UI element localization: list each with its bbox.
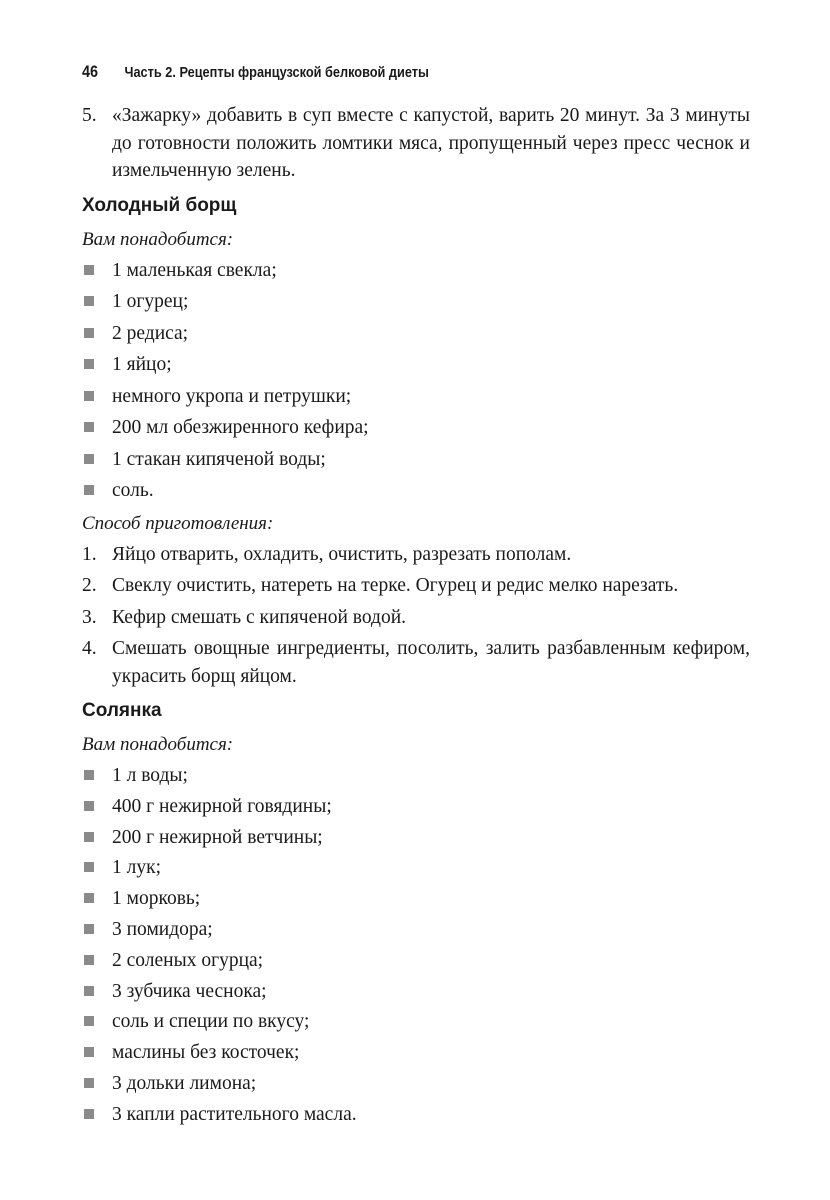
bullet-square-icon <box>84 832 94 842</box>
method-steps <box>82 541 750 691</box>
ingredient-text: 1 маленькая свекла; <box>112 259 277 281</box>
ingredients-list <box>82 762 750 1128</box>
ingredient-text: 1 огурец; <box>112 291 189 312</box>
ingredient-text: 400 г нежирной говядины; <box>112 795 332 817</box>
bullet-square-icon <box>84 485 94 495</box>
ingredient-item <box>82 351 750 378</box>
ingredient-text: 3 зубчика чеснока; <box>112 980 267 1002</box>
ingredient-item <box>82 477 750 504</box>
ingredient-text: 2 соленых огурца; <box>112 949 264 971</box>
ingredient-item <box>82 947 750 974</box>
step-number: 3. <box>82 606 97 628</box>
ingredient-text: 1 стакан кипяченой воды; <box>112 448 326 470</box>
ingredient-text: 1 л воды; <box>112 765 188 786</box>
step-item <box>82 604 750 632</box>
bullet-square-icon <box>84 265 94 275</box>
ingredient-item <box>82 978 750 1005</box>
ingredients-label: Вам понадобится: <box>82 734 234 755</box>
step-text: «Зажарку» добавить в суп вместе с капустой, варить 20 минут. За 3 минуты до готовности положить ломтики мяса, пропущенный через пресс чеснок и измельченную зелень. <box>112 105 750 181</box>
ingredient-item <box>82 793 750 820</box>
bullet-square-icon <box>84 986 94 996</box>
ingredient-text: 1 лук; <box>112 857 161 879</box>
recipe-title: Холодный борщ <box>82 194 237 216</box>
step-number: 5. <box>82 105 97 126</box>
ingredient-item <box>82 383 750 410</box>
ingredient-item <box>82 1039 750 1066</box>
step-item <box>82 102 750 185</box>
bullet-square-icon <box>84 862 94 872</box>
ingredient-item <box>82 1008 750 1035</box>
ingredients-label: Вам понадобится: <box>82 228 234 250</box>
step-item <box>82 541 750 569</box>
ingredient-item <box>82 916 750 943</box>
ingredient-text: 200 мл обезжиренного кефира; <box>112 417 369 438</box>
step-number: 1. <box>82 543 97 565</box>
running-title: Часть 2. Рецепты французской белковой диеты <box>124 64 429 81</box>
bullet-square-icon <box>84 1078 94 1088</box>
bullet-square-icon <box>84 359 94 369</box>
intro-steps <box>82 102 750 185</box>
ingredient-item <box>82 854 750 881</box>
bullet-square-icon <box>84 893 94 903</box>
ingredient-item <box>82 885 750 912</box>
ingredient-text: 1 яйцо; <box>112 354 172 375</box>
ingredient-item <box>82 824 750 851</box>
ingredient-item <box>82 1070 750 1097</box>
ingredient-item <box>82 1101 750 1128</box>
step-text: Свеклу очистить, натереть на терке. Огурец и редис мелко нарезать. <box>112 575 679 596</box>
bullet-square-icon <box>84 391 94 401</box>
bullet-square-icon <box>84 801 94 811</box>
step-text: Яйцо отварить, охладить, очистить, разрезать пополам. <box>112 543 572 565</box>
ingredient-item <box>82 320 750 347</box>
step-number: 4. <box>82 638 97 659</box>
bullet-square-icon <box>84 328 94 338</box>
ingredient-text: 3 дольки лимона; <box>112 1072 257 1094</box>
step-item <box>82 635 750 690</box>
step-item <box>82 572 750 600</box>
bullet-square-icon <box>84 1016 94 1026</box>
recipe-title: Солянка <box>82 700 162 721</box>
ingredient-text: 3 помидора; <box>112 918 213 940</box>
step-text: Кефир смешать с кипяченой водой. <box>112 606 407 628</box>
ingredient-text: немного укропа и петрушки; <box>112 385 352 407</box>
ingredient-item <box>82 257 750 284</box>
bullet-square-icon <box>84 1109 94 1119</box>
ingredient-text: соль и специи по вкусу; <box>112 1011 310 1033</box>
bullet-square-icon <box>84 955 94 965</box>
page-number: 46 <box>82 62 99 81</box>
running-header <box>82 58 650 86</box>
bullet-square-icon <box>84 454 94 464</box>
ingredients-list <box>82 257 750 505</box>
bullet-square-icon <box>84 422 94 432</box>
bullet-square-icon <box>84 296 94 306</box>
method-label: Способ приготовления: <box>82 512 274 534</box>
bullet-square-icon <box>84 924 94 934</box>
ingredient-text: 3 капли растительного масла. <box>112 1103 357 1125</box>
ingredient-text: соль. <box>112 480 154 501</box>
book-page <box>82 58 750 1132</box>
ingredient-item <box>82 762 750 789</box>
ingredient-item <box>82 288 750 315</box>
ingredient-item <box>82 414 750 441</box>
ingredient-text: маслины без косточек; <box>112 1042 300 1064</box>
ingredient-item <box>82 446 750 473</box>
step-number: 2. <box>82 575 97 596</box>
ingredient-text: 200 г нежирной ветчины; <box>112 826 323 848</box>
ingredient-text: 2 редиса; <box>112 322 189 344</box>
ingredient-text: 1 морковь; <box>112 888 201 910</box>
bullet-square-icon <box>84 770 94 780</box>
step-text: Смешать овощные ингредиенты, посолить, залить разбавленным кефиром, украсить борщ яйцом. <box>112 638 750 687</box>
bullet-square-icon <box>84 1047 94 1057</box>
